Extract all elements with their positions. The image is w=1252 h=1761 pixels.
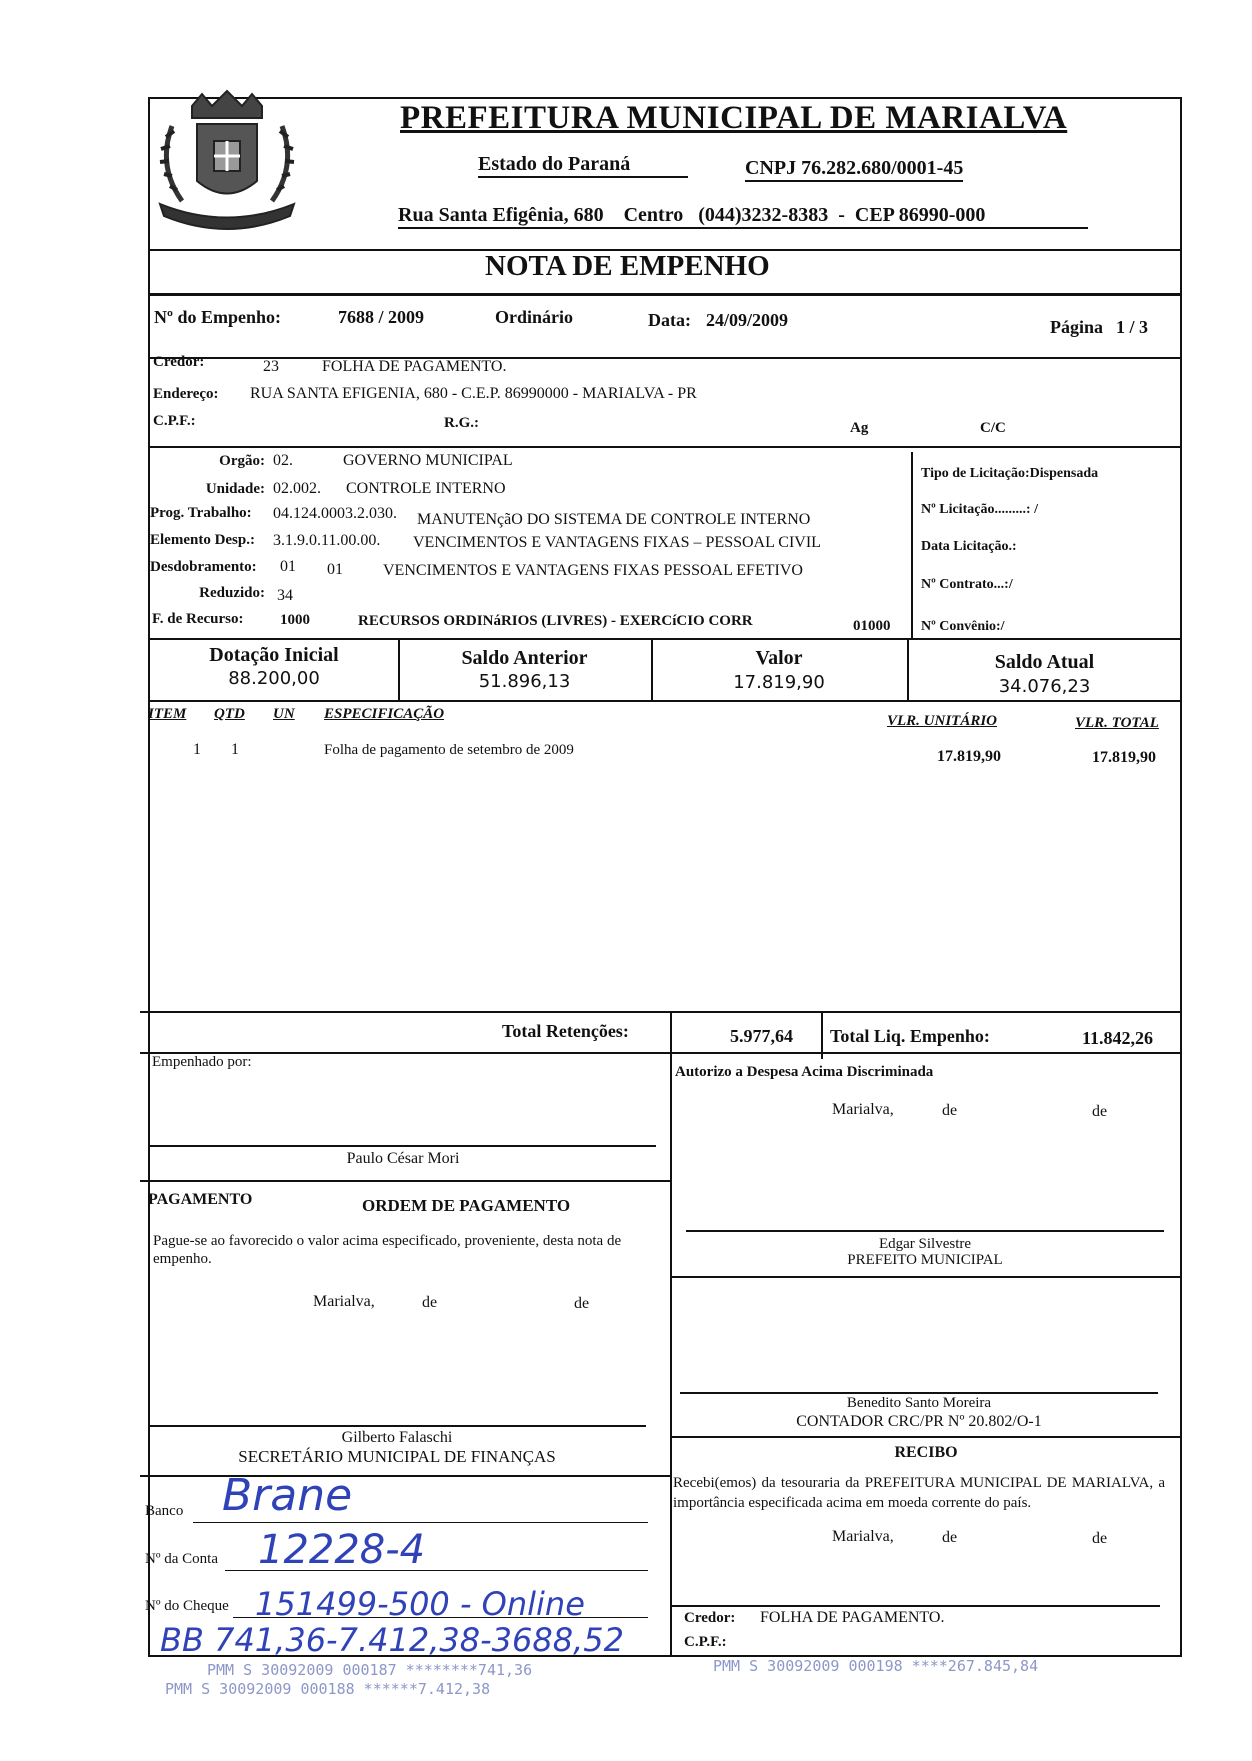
row-item: 1 [193, 741, 201, 758]
cep: CEP 86990-000 [854, 204, 986, 226]
pagamento-de-2: de [574, 1295, 590, 1312]
endereco-label: Endereço: [153, 386, 219, 402]
desdobramento-code-1: 01 [280, 558, 296, 575]
handwritten-valores: BB 741,36-7.412,38-3688,52 [160, 1621, 624, 1659]
col-header-item: ITEM [148, 706, 187, 722]
total-retencoes-value: 5.977,64 [730, 1026, 793, 1046]
valor-label: Valor [755, 647, 803, 669]
prefeito-title: PREFEITO MUNICIPAL [847, 1252, 1003, 1268]
reduzido-label: Reduzido: [199, 585, 265, 601]
divider [140, 1475, 670, 1477]
empenho-number: 7688 / 2009 [338, 307, 425, 327]
recurso-code-2: 01000 [853, 618, 891, 634]
cpf-label: C.P.F.: [153, 413, 196, 429]
unidade-desc: CONTROLE INTERNO [346, 480, 506, 497]
elemento-desc: VENCIMENTOS E VANTAGENS FIXAS – PESSOAL CIVIL [413, 534, 821, 551]
banco-line [193, 1522, 648, 1523]
reduzido-value: 34 [277, 587, 293, 604]
pagamento-label: PAGAMENTO [148, 1191, 253, 1208]
total-retencoes-label: Total Retenções: [502, 1021, 629, 1041]
recurso-label: F. de Recurso: [152, 611, 244, 627]
empenhado-por-label: Empenhado por: [152, 1054, 252, 1070]
elemento-label: Elemento Desp.: [150, 532, 255, 548]
district: Centro [623, 204, 684, 226]
rg-label: R.G.: [444, 415, 479, 431]
numero-convenio: Nº Convênio:/ [921, 619, 1005, 634]
saldo-anterior-value: 51.896,13 [478, 671, 571, 692]
saldo-atual-value: 34.076,23 [998, 676, 1091, 697]
empenho-number-label: Nº do Empenho: [154, 307, 281, 327]
row-total-value: 17.819,90 [1092, 749, 1156, 766]
prefeito-name: Edgar Silvestre [878, 1236, 972, 1252]
col-header-qtd: QTD [214, 706, 245, 722]
divider [148, 638, 1182, 640]
recurso-code: 1000 [280, 612, 310, 628]
handwritten-cheque: 151499-500 - Online [255, 1585, 585, 1623]
recibo-text: Recebi(emos) da tesouraria da PREFEITURA MUNICIPAL DE MARIALVA, a importância especificada acima em moeda corrente do país. [673, 1475, 1165, 1511]
orgao-code: 02. [273, 452, 293, 469]
divider [148, 446, 1182, 448]
unidade-label: Unidade: [205, 481, 265, 497]
credor-label: Credor: [153, 354, 205, 370]
numero-contrato: Nº Contrato...:/ [921, 577, 1013, 592]
bank-stamp-2: PMM S 30092009 000188 ******7.412,38 [165, 1680, 491, 1698]
cnpj: CNPJ 76.282.680/0001-45 [745, 157, 963, 182]
divider [140, 1180, 670, 1182]
page-label: Página [1050, 317, 1104, 337]
recibo-de-2: de [1092, 1530, 1108, 1547]
recibo-cpf-label: C.P.F.: [684, 1634, 727, 1650]
data-licitacao: Data Licitação.: [921, 539, 1017, 554]
divider [911, 452, 913, 640]
desdobramento-desc: VENCIMENTOS E VANTAGENS FIXAS PESSOAL EFETIVO [383, 562, 803, 579]
row-unit-value: 17.819,90 [937, 748, 1001, 765]
autorizo-de-2: de [1092, 1103, 1108, 1120]
banco-label: Banco [145, 1503, 184, 1519]
numero-licitacao: Nº Licitação.........: / [921, 502, 1038, 517]
divider [670, 1052, 672, 1657]
recibo-de-1: de [942, 1529, 958, 1546]
empenhado-por-name: Paulo César Mori [346, 1150, 460, 1167]
desdobramento-label: Desdobramento: [150, 559, 257, 575]
col-header-total-value: VLR. TOTAL [1075, 715, 1159, 731]
divider [140, 1011, 1182, 1013]
agencia-label: Ag [850, 420, 869, 436]
prog-code: 04.124.0003.2.030. [273, 505, 397, 522]
handwritten-banco: Brane [222, 1470, 353, 1521]
phone: (044)3232-8383 [698, 204, 829, 226]
state-name: Estado do Paraná [478, 153, 688, 178]
recibo-local: Marialva, [832, 1528, 894, 1545]
autorizo-de-1: de [942, 1102, 958, 1119]
empenho-date: 24/09/2009 [706, 310, 789, 330]
page-number: 1 / 3 [1116, 317, 1149, 337]
secretario-title: SECRETÁRIO MUNICIPAL DE FINANÇAS [238, 1447, 556, 1466]
col-header-especificacao: ESPECIFICAÇÃO [324, 706, 445, 722]
autorizo-text: Autorizo a Despesa Acima Discriminada [675, 1064, 934, 1080]
cheque-label: Nº do Cheque [145, 1598, 229, 1614]
recurso-desc: RECURSOS ORDINáRIOS (LIVRES) - EXERCíCIO CORR [358, 613, 753, 629]
divider [670, 1436, 1182, 1438]
signature-line [670, 1605, 1160, 1607]
saldo-anterior-label: Saldo Anterior [461, 647, 588, 669]
ordem-pagamento-text: Pague-se ao favorecido o valor acima especificado, proveniente, desta nota de empenho. [153, 1233, 622, 1267]
secretario-name: Gilberto Falaschi [341, 1429, 453, 1446]
saldo-atual-label: Saldo Atual [994, 651, 1095, 673]
tipo-licitacao: Tipo de Licitação:Dispensada [921, 466, 1099, 481]
contador-title: CONTADOR CRC/PR Nº 20.802/O-1 [796, 1413, 1042, 1430]
handwritten-conta: 12228-4 [258, 1527, 426, 1573]
divider [670, 1276, 1182, 1278]
street-address: Rua Santa Efigênia, 680 [398, 204, 604, 226]
signature-line [680, 1392, 1158, 1394]
contador-name: Benedito Santo Moreira [846, 1395, 992, 1411]
credor-code: 23 [263, 358, 279, 375]
signature-line [150, 1145, 656, 1147]
conta-corrente-label: C/C [980, 420, 1006, 436]
divider [140, 1052, 1182, 1054]
empenho-type: Ordinário [495, 307, 574, 327]
dotacao-inicial-label: Dotação Inicial [209, 644, 339, 666]
col-header-un: UN [273, 706, 295, 722]
ordem-pagamento-title: ORDEM DE PAGAMENTO [362, 1196, 571, 1215]
pagamento-de-1: de [422, 1294, 438, 1311]
document-title: NOTA DE EMPENHO [485, 250, 770, 282]
row-especificacao: Folha de pagamento de setembro de 2009 [324, 742, 574, 758]
total-liquido-value: 11.842,26 [1082, 1028, 1154, 1048]
conta-label: Nº da Conta [145, 1551, 218, 1567]
elemento-code: 3.1.9.0.11.00.00. [273, 532, 381, 549]
prog-desc: MANUTENçãO DO SISTEMA DE CONTROLE INTERNO [417, 511, 811, 528]
desdobramento-code-2: 01 [327, 561, 343, 578]
address-line [398, 204, 1088, 229]
divider [148, 293, 1182, 296]
valor-value: 17.819,90 [733, 672, 825, 693]
recibo-title: RECIBO [894, 1444, 958, 1461]
dotacao-inicial-value: 88.200,00 [228, 668, 320, 689]
bank-stamp-1: PMM S 30092009 000187 ********741,36 [207, 1661, 533, 1679]
unidade-code: 02.002. [273, 480, 321, 497]
recibo-credor-label: Credor: [684, 1610, 736, 1626]
orgao-label: Orgão: [219, 453, 265, 469]
divider [148, 700, 1182, 702]
row-qtd: 1 [231, 741, 239, 758]
credor-name: FOLHA DE PAGAMENTO. [322, 358, 507, 375]
signature-line [686, 1230, 1164, 1232]
bank-stamp-3: PMM S 30092009 000198 ****267.845,84 [713, 1657, 1039, 1675]
prog-label: Prog. Trabalho: [150, 505, 252, 521]
signature-line [148, 1425, 646, 1427]
col-header-unit-value: VLR. UNITÁRIO [887, 713, 998, 729]
dash: - [838, 204, 845, 226]
pagamento-local: Marialva, [313, 1293, 375, 1310]
municipality-title: PREFEITURA MUNICIPAL DE MARIALVA [400, 100, 1068, 136]
recibo-credor-value: FOLHA DE PAGAMENTO. [760, 1609, 945, 1626]
orgao-desc: GOVERNO MUNICIPAL [343, 452, 513, 469]
endereco-value: RUA SANTA EFIGENIA, 680 - C.E.P. 86990000 - MARIALVA - PR [250, 385, 697, 402]
total-liquido-label: Total Liq. Empenho: [830, 1026, 990, 1046]
divider [148, 357, 1182, 359]
empenho-date-label: Data: [648, 310, 691, 330]
coat-of-arms-logo [152, 86, 302, 236]
autorizo-local: Marialva, [832, 1101, 894, 1118]
